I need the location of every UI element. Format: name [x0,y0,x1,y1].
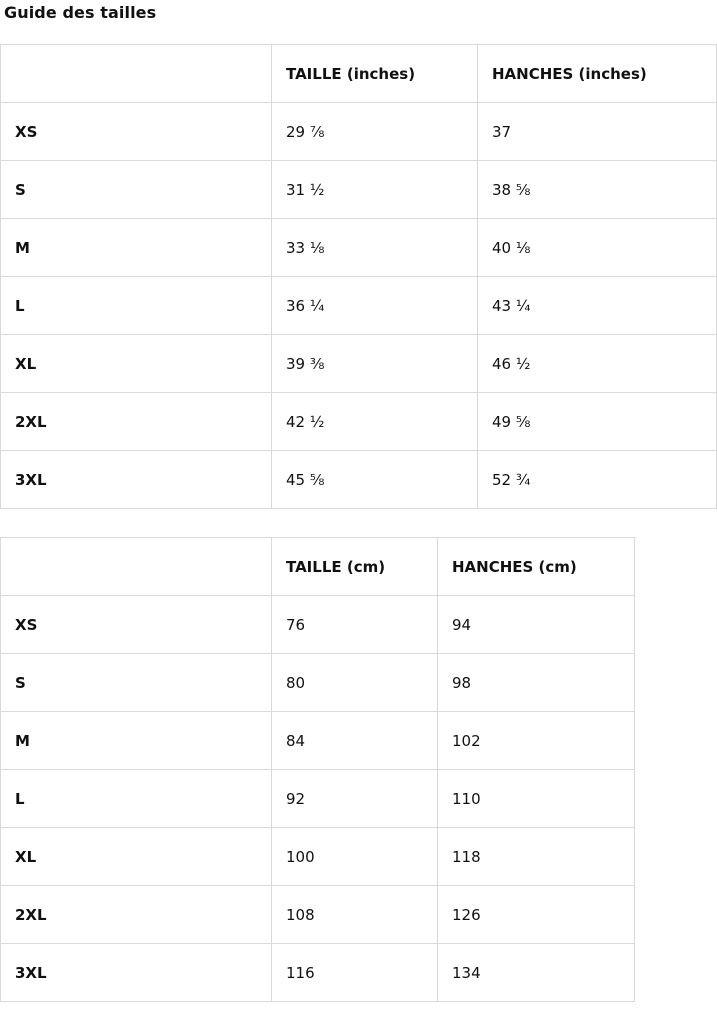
table-header-row [1,45,717,103]
row-header-size: M [1,712,272,770]
column-header-hips-inches: HANCHES (inches) [478,45,717,103]
column-header-hips-cm: HANCHES (cm) [438,538,635,596]
cell-waist: 36 ¼ [272,277,478,335]
cell-hips: 38 ⅝ [478,161,717,219]
table-row [1,828,635,886]
column-header-size-label [1,45,272,103]
row-header-size: L [1,770,272,828]
cell-waist: 39 ⅜ [272,335,478,393]
cell-waist: 108 [272,886,438,944]
row-header-size: S [1,161,272,219]
row-header-size: XS [1,596,272,654]
cell-hips: 46 ½ [478,335,717,393]
table-row [1,596,635,654]
row-header-size: XS [1,103,272,161]
cell-waist: 76 [272,596,438,654]
cell-hips: 49 ⅝ [478,393,717,451]
cell-waist: 92 [272,770,438,828]
cell-hips: 126 [438,886,635,944]
table-row [1,103,717,161]
table-row [1,335,717,393]
table-row [1,712,635,770]
cell-hips: 52 ¾ [478,451,717,509]
table-row [1,277,717,335]
table-header-row [1,538,635,596]
cell-hips: 102 [438,712,635,770]
cell-hips: 118 [438,828,635,886]
cell-waist: 80 [272,654,438,712]
row-header-size: 2XL [1,886,272,944]
cell-waist: 100 [272,828,438,886]
table-row [1,770,635,828]
table-row [1,219,717,277]
cell-hips: 43 ¼ [478,277,717,335]
table-row [1,886,635,944]
page-title: Guide des tailles [4,3,157,22]
row-header-size: 2XL [1,393,272,451]
cell-hips: 94 [438,596,635,654]
cell-waist: 84 [272,712,438,770]
cell-hips: 110 [438,770,635,828]
cell-hips: 134 [438,944,635,1002]
row-header-size: 3XL [1,451,272,509]
cell-waist: 45 ⅝ [272,451,478,509]
table-row [1,654,635,712]
size-table-inches [0,44,717,509]
cell-waist: 116 [272,944,438,1002]
table-row [1,161,717,219]
table-row [1,393,717,451]
cell-waist: 42 ½ [272,393,478,451]
table-row [1,944,635,1002]
size-table-cm [0,537,635,1002]
table-row [1,451,717,509]
column-header-waist-inches: TAILLE (inches) [272,45,478,103]
row-header-size: S [1,654,272,712]
cell-waist: 29 ⅞ [272,103,478,161]
row-header-size: XL [1,335,272,393]
column-header-size-label [1,538,272,596]
row-header-size: 3XL [1,944,272,1002]
cell-hips: 98 [438,654,635,712]
cell-hips: 37 [478,103,717,161]
cell-hips: 40 ⅛ [478,219,717,277]
cell-waist: 33 ⅛ [272,219,478,277]
column-header-waist-cm: TAILLE (cm) [272,538,438,596]
row-header-size: M [1,219,272,277]
row-header-size: XL [1,828,272,886]
row-header-size: L [1,277,272,335]
cell-waist: 31 ½ [272,161,478,219]
